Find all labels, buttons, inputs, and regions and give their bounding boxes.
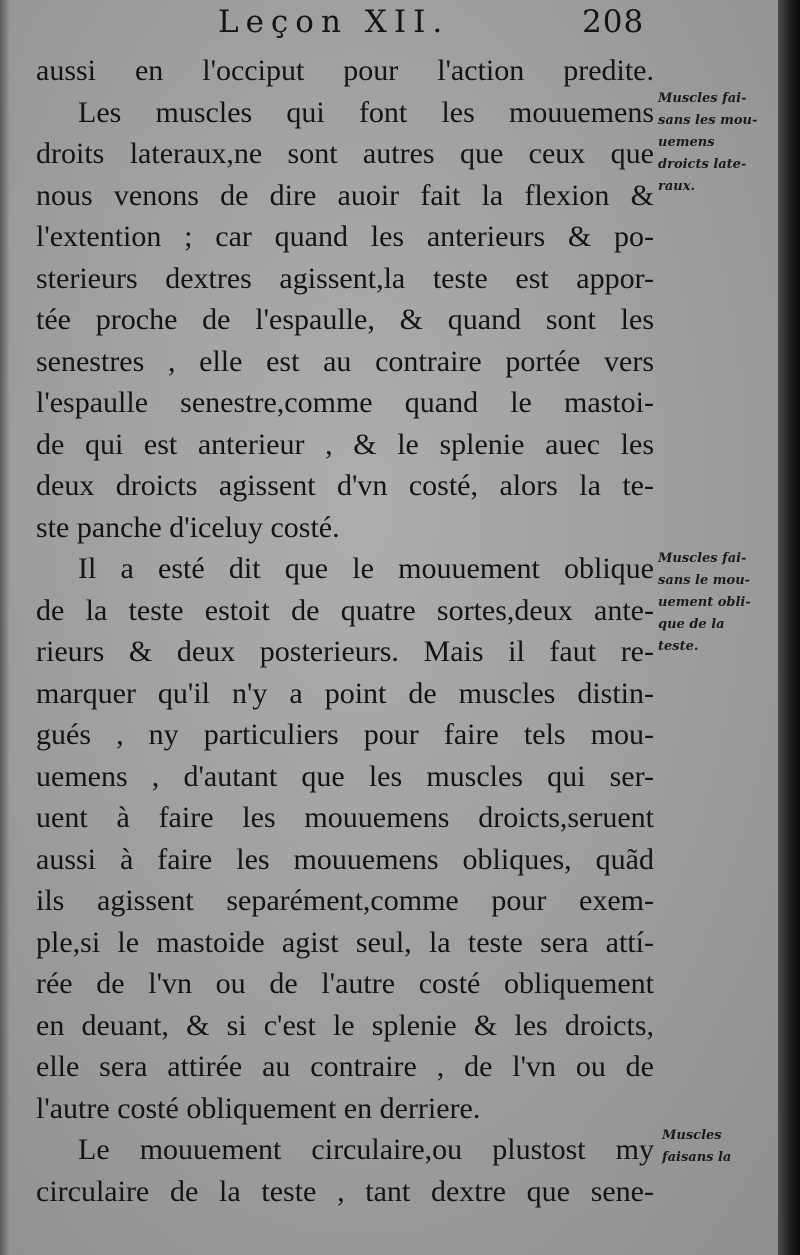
margin-note-line: raux. bbox=[658, 179, 696, 194]
margin-note bbox=[662, 1125, 731, 1169]
text-line: ils agissent separément,comme pour exem- bbox=[36, 884, 654, 917]
text-line: marquer qu'il n'y a point de muscles distin- bbox=[36, 676, 654, 710]
text-line: elle sera attirée au contraire , de l'vn ou de bbox=[36, 1050, 654, 1083]
text-line: ste panche d'iceluy costé. bbox=[36, 510, 340, 544]
margin-note-line: Muscles fai- bbox=[658, 551, 747, 566]
text-line: circulaire de la teste , tant dextre que sene- bbox=[36, 1174, 654, 1208]
margin-note-line: sans les mou- bbox=[658, 113, 758, 128]
text-line: droits lateraux,ne sont autres que ceux que bbox=[36, 137, 654, 170]
running-head: Leçon XII. bbox=[218, 4, 450, 40]
page-gutter-shadow bbox=[0, 0, 10, 1255]
page-header bbox=[0, 4, 800, 46]
text-line: l'autre costé obliquement en derriere. bbox=[36, 1091, 481, 1125]
text-line: rée de l'vn ou de l'autre costé obliquement bbox=[36, 967, 654, 1000]
text-line: nous venons de dire auoir fait la flexion & bbox=[36, 178, 654, 212]
text-line: senestres , elle est au contraire portée vers bbox=[36, 344, 654, 378]
text-line: gués , ny particuliers pour faire tels mou- bbox=[36, 718, 654, 751]
margin-note-line: teste. bbox=[658, 639, 699, 654]
text-line: de qui est anterieur , & le splenie auec les bbox=[36, 427, 654, 461]
page-number: 208 bbox=[582, 4, 645, 40]
margin-note-line: sans le mou- bbox=[658, 573, 751, 588]
margin-note-line: faisans la bbox=[662, 1150, 732, 1165]
text-line: rieurs & deux posterieurs. Mais il faut re- bbox=[36, 635, 654, 668]
body-text bbox=[36, 50, 654, 1212]
margin-note-line: Muscles fai- bbox=[658, 91, 747, 106]
text-line: deux droicts agissent d'vn costé, alors la te- bbox=[36, 469, 654, 502]
text-line: Le mouuement circulaire,ou plustost my bbox=[78, 1133, 654, 1166]
text-line: sterieurs dextres agissent,la teste est appor- bbox=[36, 261, 654, 295]
page-edge-shadow bbox=[778, 0, 800, 1255]
margin-note bbox=[658, 548, 751, 658]
text-line: l'extention ; car quand les anterieurs & po- bbox=[36, 220, 654, 253]
text-line: aussi à faire les mouuemens obliques, quãd bbox=[36, 842, 654, 876]
margin-note bbox=[658, 88, 757, 198]
text-line: uent à faire les mouuemens droicts,seruent bbox=[36, 801, 654, 834]
margin-note-line: droicts late- bbox=[658, 157, 747, 172]
text-line: de la teste estoit de quatre sortes,deux ante- bbox=[36, 593, 654, 627]
text-line: en deuant, & si c'est le splenie & les droicts, bbox=[36, 1008, 654, 1042]
margin-note-line: uemens bbox=[658, 135, 715, 150]
text-line: uemens , d'autant que les muscles qui ser- bbox=[36, 759, 654, 793]
margin-note-line: Muscles bbox=[662, 1128, 722, 1143]
text-line: aussi en l'occiput pour l'action predite. bbox=[36, 54, 654, 87]
margin-note-line: uement obli- bbox=[658, 595, 751, 610]
text-line: Il a esté dit que le mouuement oblique bbox=[78, 552, 654, 585]
margin-note-line: que de la bbox=[658, 617, 725, 632]
text-line: tée proche de l'espaulle, & quand sont les bbox=[36, 303, 654, 336]
text-line: l'espaulle senestre,comme quand le mastoi- bbox=[36, 386, 654, 419]
text-line: ple,si le mastoide agist seul, la teste sera attí- bbox=[36, 925, 654, 959]
text-line: Les muscles qui font les mouuemens bbox=[78, 95, 654, 129]
